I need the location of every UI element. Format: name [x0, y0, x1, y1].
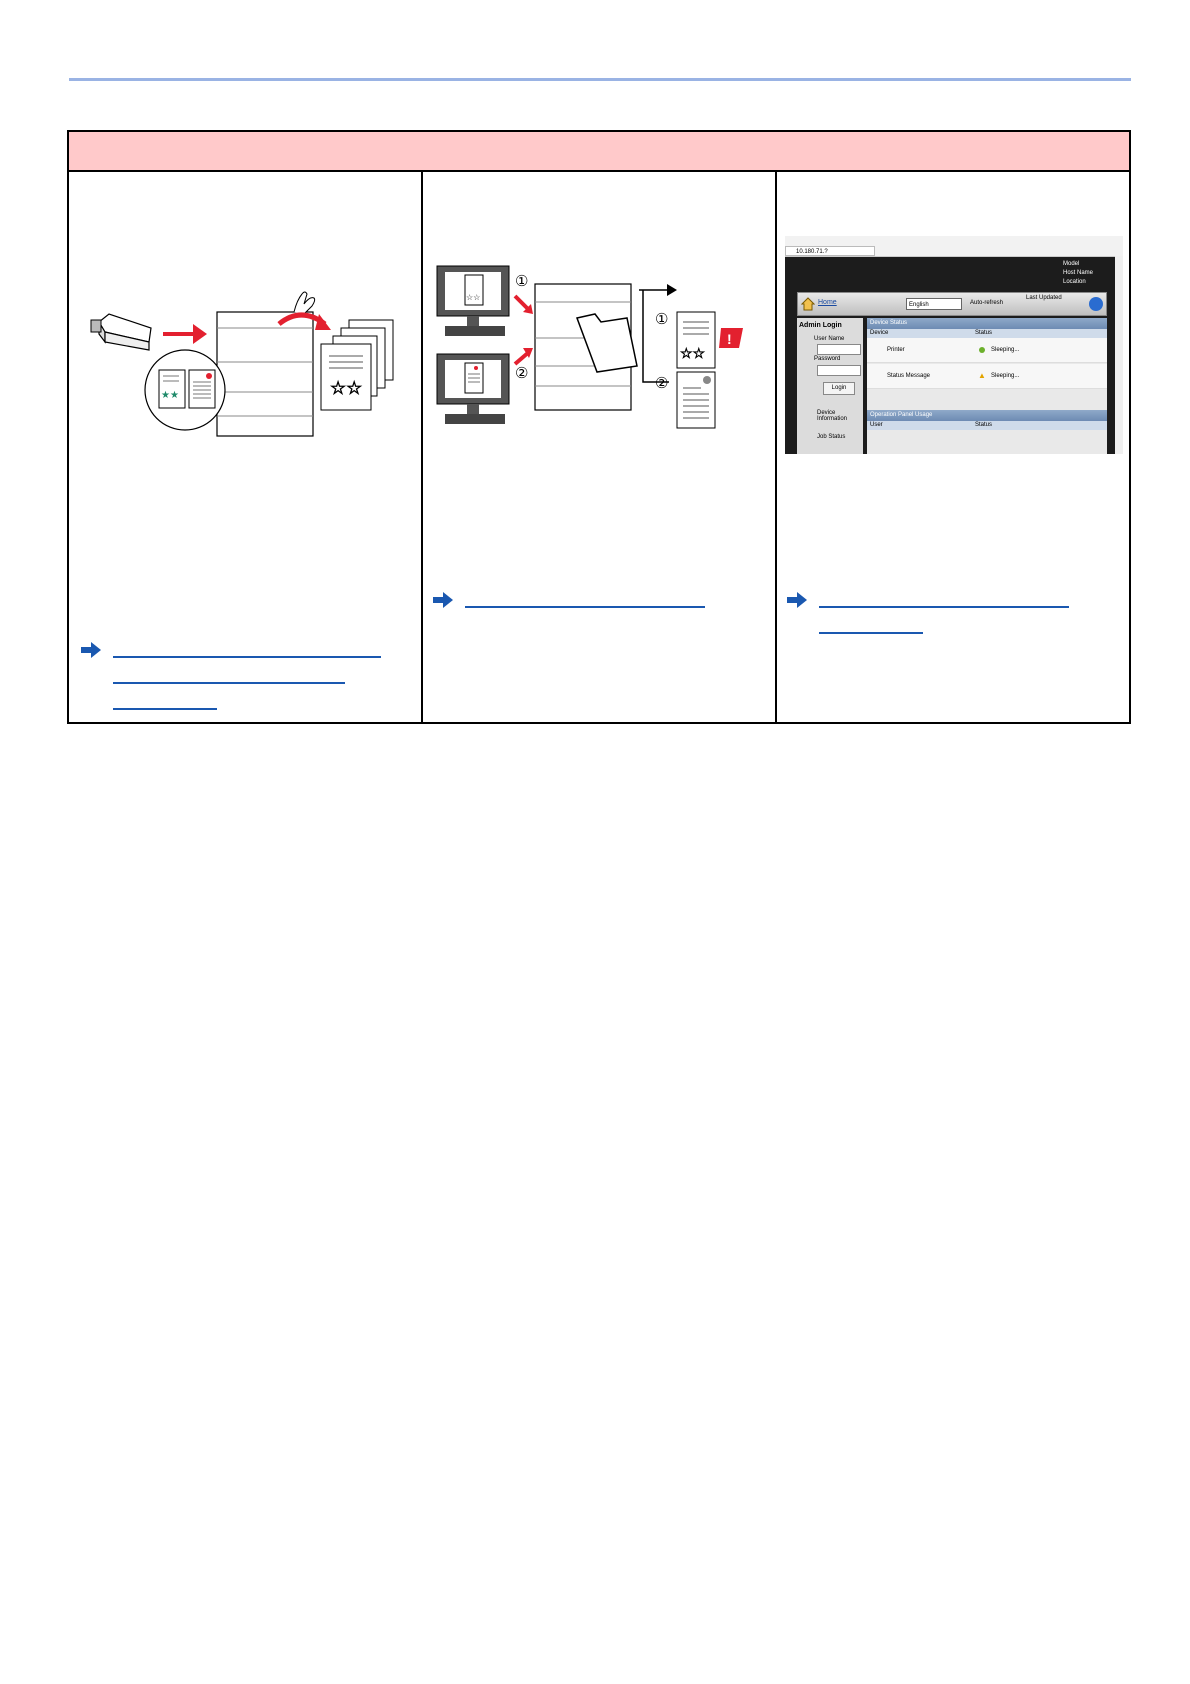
callout-1: ① — [515, 273, 529, 290]
web-sidebar — [797, 318, 863, 454]
callout-4: ② — [655, 375, 669, 392]
browser-tab: 10.180.71.? — [785, 246, 875, 256]
column-private-print — [423, 172, 777, 722]
usb-print-link[interactable] — [81, 642, 381, 722]
feature-table — [67, 130, 1131, 724]
link-arrow-icon — [433, 592, 453, 608]
link-line-1[interactable] — [465, 606, 705, 608]
status-message-row: Status Message Sleeping... ▲ — [867, 364, 1107, 389]
computer-1-icon — [437, 266, 509, 336]
usb-print-illustration — [79, 272, 409, 442]
usb-drive-icon — [91, 314, 151, 350]
web-ui-link[interactable] — [787, 592, 1087, 652]
callout-3: ① — [655, 311, 669, 328]
link-line-3[interactable] — [113, 708, 217, 710]
computer-2-icon — [437, 354, 509, 424]
device-status-columns: Device Status — [867, 329, 1107, 338]
svg-text:☆☆: ☆☆ — [330, 378, 363, 398]
top-rule — [69, 78, 1131, 81]
auto-refresh-checkbox[interactable]: Auto-refresh — [970, 300, 1004, 306]
scrollbar[interactable] — [1115, 256, 1123, 454]
web-navbar — [797, 292, 1107, 316]
link-arrow-icon — [81, 642, 101, 658]
web-main — [867, 318, 1107, 454]
column-web-ui — [777, 172, 1129, 722]
svg-text:!: ! — [727, 331, 732, 347]
printed-pages-icon — [321, 320, 393, 410]
user-name-label: User Name — [814, 336, 845, 342]
table-header — [69, 132, 1129, 172]
refresh-icon — [1088, 296, 1104, 312]
svg-text:★★: ★★ — [161, 390, 179, 401]
mfp-printer-icon — [217, 312, 313, 436]
insert-arrow-icon — [163, 324, 207, 344]
private-print-illustration — [431, 262, 771, 452]
link-line-1[interactable] — [113, 656, 381, 658]
device-info-labels: Model Host Name Location — [1062, 261, 1093, 285]
home-icon — [801, 297, 815, 311]
operation-panel-usage-header: Operation Panel Usage — [867, 410, 1107, 421]
link-line-1[interactable] — [819, 606, 1069, 608]
link-arrow-icon — [787, 592, 807, 608]
job-status-link[interactable]: Job Status — [817, 434, 846, 440]
browser-bar — [785, 236, 1123, 257]
admin-login-title: Admin Login — [799, 322, 842, 329]
column-usb-print — [69, 172, 423, 722]
device-information-link[interactable]: Device Information — [817, 410, 848, 422]
link-line-2[interactable] — [819, 632, 923, 634]
last-updated-label: Last Updated — [1026, 295, 1062, 301]
private-print-link[interactable] — [433, 592, 733, 622]
login-button[interactable]: Login — [823, 382, 855, 395]
svg-text:☆☆: ☆☆ — [466, 293, 481, 302]
device-status-header: Device Status — [867, 318, 1107, 329]
language-select[interactable]: English — [906, 298, 962, 310]
user-name-input[interactable] — [817, 344, 861, 355]
web-ui-screenshot — [785, 236, 1123, 454]
password-label: Password — [814, 356, 841, 362]
password-input[interactable] — [817, 365, 861, 376]
operation-panel-columns: User Status — [867, 421, 1107, 430]
callout-2: ② — [515, 365, 529, 382]
printer-row: Printer Sleeping... — [867, 338, 1107, 363]
document-zoom-icon — [145, 350, 225, 430]
home-link[interactable]: Home — [818, 299, 837, 306]
svg-text:☆☆: ☆☆ — [680, 345, 706, 361]
link-line-2[interactable] — [113, 682, 345, 684]
